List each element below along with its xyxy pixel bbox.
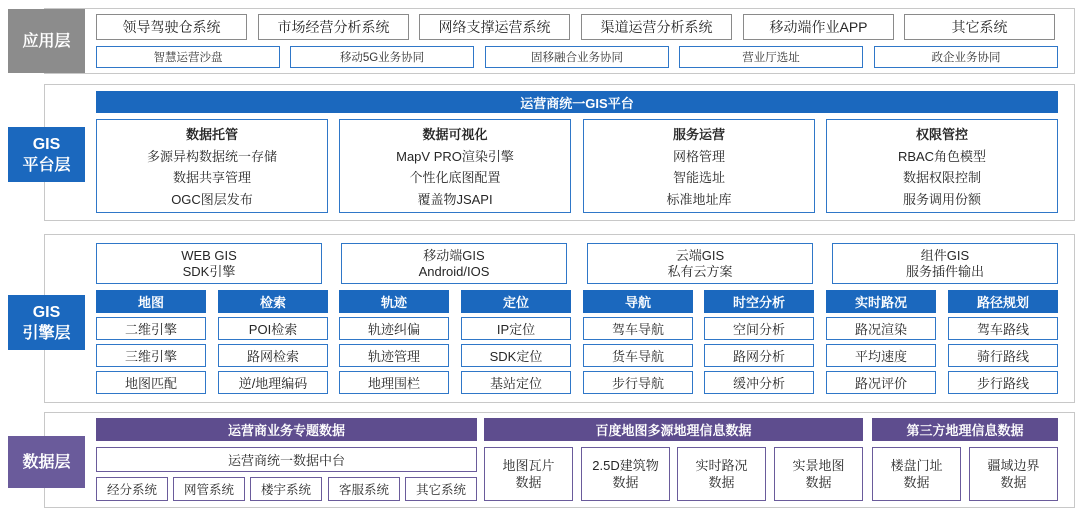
cap-map-item: 二维引擎 xyxy=(96,317,206,340)
cap-map-item: 地图匹配 xyxy=(96,371,206,394)
module-item: 个性化底图配置 xyxy=(409,170,501,186)
module-title: 数据托管 xyxy=(185,127,238,143)
module-item: 标准地址库 xyxy=(666,191,732,207)
cap-trajectory-header: 轨迹 xyxy=(339,290,449,313)
cap-positioning-item: IP定位 xyxy=(461,317,571,340)
product-detail: 私有云方案 xyxy=(667,263,733,279)
cap-spatiotemporal-header: 时空分析 xyxy=(704,290,814,313)
cap-traffic-header: 实时路况 xyxy=(826,290,936,313)
smart-ops-sandbox: 智慧运营沙盘 xyxy=(96,46,280,68)
cap-traffic-item: 路况渲染 xyxy=(826,317,936,340)
mobile-gis-product xyxy=(341,243,567,284)
cap-map-item: 三维引擎 xyxy=(96,344,206,367)
cap-routing-item: 骑行路线 xyxy=(948,344,1058,367)
cap-positioning-item: SDK定位 xyxy=(461,344,571,367)
network-support-system: 网络支撑运营系统 xyxy=(419,14,570,40)
data-layer-label xyxy=(8,436,85,488)
platform-header: 运营商统一GIS平台 xyxy=(96,91,1058,113)
gov-enterprise-collaboration: 政企业务协同 xyxy=(874,46,1058,68)
baidu-data-item xyxy=(774,447,863,501)
market-analysis-system: 市场经营分析系统 xyxy=(258,14,409,40)
cap-traffic-item: 平均速度 xyxy=(826,344,936,367)
cap-trajectory-item: 轨迹管理 xyxy=(339,344,449,367)
module-title: 权限管控 xyxy=(915,127,968,143)
operator-system-item: 其它系统 xyxy=(405,477,477,501)
data-item-line-2: 数据 xyxy=(612,475,639,490)
data-item-line-1: 实景地图 xyxy=(792,458,845,473)
module-item: 数据权限控制 xyxy=(902,170,981,186)
product-name: 组件GIS xyxy=(920,247,970,263)
cloud-gis-product xyxy=(587,243,813,284)
data-hosting-module xyxy=(96,119,328,213)
data-item-line-1: 2.5D建筑物 xyxy=(592,458,659,473)
operator-data-hub: 运营商统一数据中台 xyxy=(96,447,477,472)
module-title: 服务运营 xyxy=(672,127,725,143)
module-item: RBAC角色模型 xyxy=(897,148,987,164)
data-visualization-module xyxy=(339,119,571,213)
baidu-data-item xyxy=(484,447,573,501)
access-control-module xyxy=(826,119,1058,213)
cap-spatiotemporal-item: 空间分析 xyxy=(704,317,814,340)
module-item: 数据共享管理 xyxy=(172,170,251,186)
module-item: 多源异构数据统一存储 xyxy=(146,148,277,164)
cap-navigation-item: 货车导航 xyxy=(583,344,693,367)
product-detail: 服务插件输出 xyxy=(905,263,984,279)
component-gis-product xyxy=(832,243,1058,284)
module-item: 智能选址 xyxy=(672,170,725,186)
cap-spatiotemporal-item: 缓冲分析 xyxy=(704,371,814,394)
product-detail: Android/IOS xyxy=(418,263,490,279)
mobile-work-app: 移动端作业APP xyxy=(743,14,894,40)
gis-platform-layer-label xyxy=(8,127,85,182)
store-site-selection: 营业厅选址 xyxy=(679,46,863,68)
platform-label-line-2: 平台层 xyxy=(22,156,71,174)
operator-system-item: 楼宇系统 xyxy=(250,477,322,501)
web-gis-product xyxy=(96,243,322,284)
cap-navigation-item: 步行导航 xyxy=(583,371,693,394)
data-layer-label-text: 数据层 xyxy=(22,453,71,471)
module-item: 覆盖物JSAPI xyxy=(417,191,493,207)
data-item-line-2: 数据 xyxy=(805,475,832,490)
leader-cockpit-system: 领导驾驶仓系统 xyxy=(96,14,247,40)
data-item-line-2: 数据 xyxy=(708,475,735,490)
cap-navigation-item: 驾车导航 xyxy=(583,317,693,340)
fixed-mobile-collaboration: 固移融合业务协同 xyxy=(485,46,669,68)
cap-map-header: 地图 xyxy=(96,290,206,313)
application-layer-label xyxy=(8,9,85,73)
third-party-data-item xyxy=(969,447,1058,501)
data-item-line-1: 地图瓦片 xyxy=(502,458,555,473)
cap-trajectory-item: 地理围栏 xyxy=(339,371,449,394)
operator-system-item: 客服系统 xyxy=(328,477,400,501)
engine-label-line-1: GIS xyxy=(32,303,61,321)
cap-routing-item: 步行路线 xyxy=(948,371,1058,394)
service-operation-module xyxy=(583,119,815,213)
product-name: WEB GIS xyxy=(181,247,237,263)
module-title: 数据可视化 xyxy=(422,127,488,143)
cap-positioning-item: 基站定位 xyxy=(461,371,571,394)
module-item: OGC图层发布 xyxy=(171,191,253,207)
cap-search-item: 逆/地理编码 xyxy=(218,371,328,394)
data-item-line-1: 实时路况 xyxy=(695,458,748,473)
data-item-line-2: 数据 xyxy=(903,475,930,490)
cap-routing-header: 路径规划 xyxy=(948,290,1058,313)
module-item: 服务调用份额 xyxy=(902,191,981,207)
cap-search-item: 路网检索 xyxy=(218,344,328,367)
baidu-data-header: 百度地图多源地理信息数据 xyxy=(484,418,863,441)
baidu-data-item xyxy=(581,447,670,501)
cap-positioning-header: 定位 xyxy=(461,290,571,313)
platform-label-line-1: GIS xyxy=(32,135,61,153)
operator-data-header: 运营商业务专题数据 xyxy=(96,418,477,441)
data-item-line-2: 数据 xyxy=(515,475,542,490)
data-item-line-1: 楼盘门址 xyxy=(890,458,943,473)
product-detail: SDK引擎 xyxy=(182,263,236,279)
third-party-data-item xyxy=(872,447,961,501)
cap-trajectory-item: 轨迹纠偏 xyxy=(339,317,449,340)
cap-navigation-header: 导航 xyxy=(583,290,693,313)
mobile-5g-collaboration: 移动5G业务协同 xyxy=(290,46,474,68)
engine-label-line-2: 引擎层 xyxy=(22,324,71,342)
cap-routing-item: 驾车路线 xyxy=(948,317,1058,340)
gis-engine-layer-label xyxy=(8,295,85,350)
operator-system-item: 经分系统 xyxy=(96,477,168,501)
data-item-line-2: 数据 xyxy=(1000,475,1027,490)
data-item-line-1: 疆域边界 xyxy=(987,458,1040,473)
module-item: 网格管理 xyxy=(672,148,725,164)
other-systems: 其它系统 xyxy=(904,14,1055,40)
module-item: MapV PRO渲染引擎 xyxy=(396,148,514,164)
baidu-data-item xyxy=(677,447,766,501)
cap-search-item: POI检索 xyxy=(218,317,328,340)
third-party-data-header: 第三方地理信息数据 xyxy=(872,418,1058,441)
cap-spatiotemporal-item: 路网分析 xyxy=(704,344,814,367)
product-name: 云端GIS xyxy=(675,247,725,263)
cap-traffic-item: 路况评价 xyxy=(826,371,936,394)
product-name: 移动端GIS xyxy=(423,247,485,263)
channel-analysis-system: 渠道运营分析系统 xyxy=(581,14,732,40)
cap-search-header: 检索 xyxy=(218,290,328,313)
operator-system-item: 网管系统 xyxy=(173,477,245,501)
application-layer-label-text: 应用层 xyxy=(22,32,71,50)
